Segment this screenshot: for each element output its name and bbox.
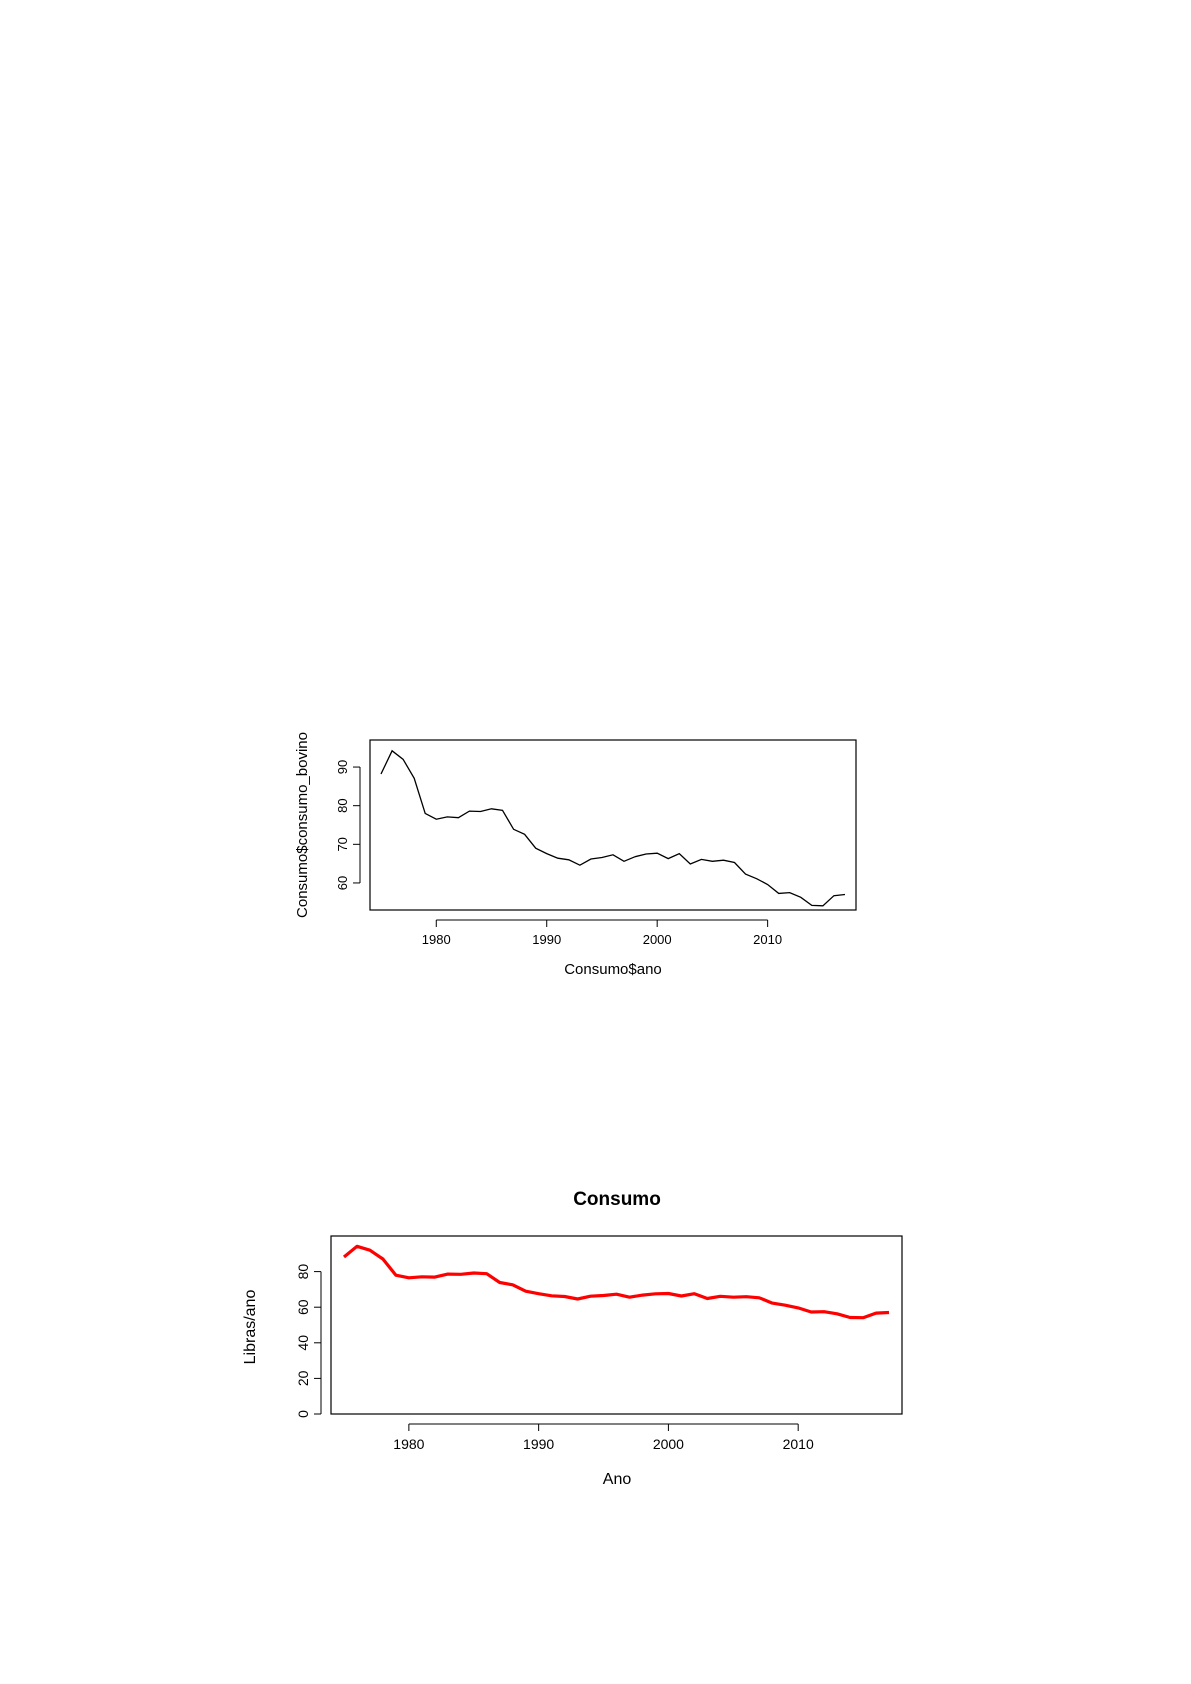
x-axis-label: Ano [602,1471,632,1488]
x-tick-label: 2010 [782,1436,814,1452]
x-tick-label: 1990 [532,932,562,947]
y-tick-label: 90 [335,759,350,775]
y-axis-label: Consumo$consumo_bovino [294,732,311,918]
y-tick-label: 80 [295,1263,311,1280]
series-line [344,1246,889,1317]
x-tick-label: 2000 [652,1436,684,1452]
y-tick-label: 20 [295,1370,311,1387]
x-axis-label: Consumo$ano [564,961,662,978]
x-tick-label: 2000 [642,932,672,947]
y-axis-label: Libras/ano [242,1289,259,1365]
y-tick-label: 80 [335,798,350,813]
y-tick-label: 60 [335,875,350,891]
y-tick-label: 70 [335,837,350,852]
y-tick-label: 60 [295,1299,311,1315]
x-tick-label: 1980 [393,1436,425,1452]
y-tick-label: 40 [295,1335,311,1351]
y-axis [295,1264,321,1418]
chart-title: Consumo [573,1189,661,1210]
x-axis [393,1424,814,1452]
x-tick-label: 1980 [421,932,451,947]
x-tick-label: 2010 [753,932,783,947]
plot-frame [331,1236,902,1414]
y-tick-label: 0 [295,1410,311,1418]
x-tick-label: 1990 [523,1436,555,1452]
